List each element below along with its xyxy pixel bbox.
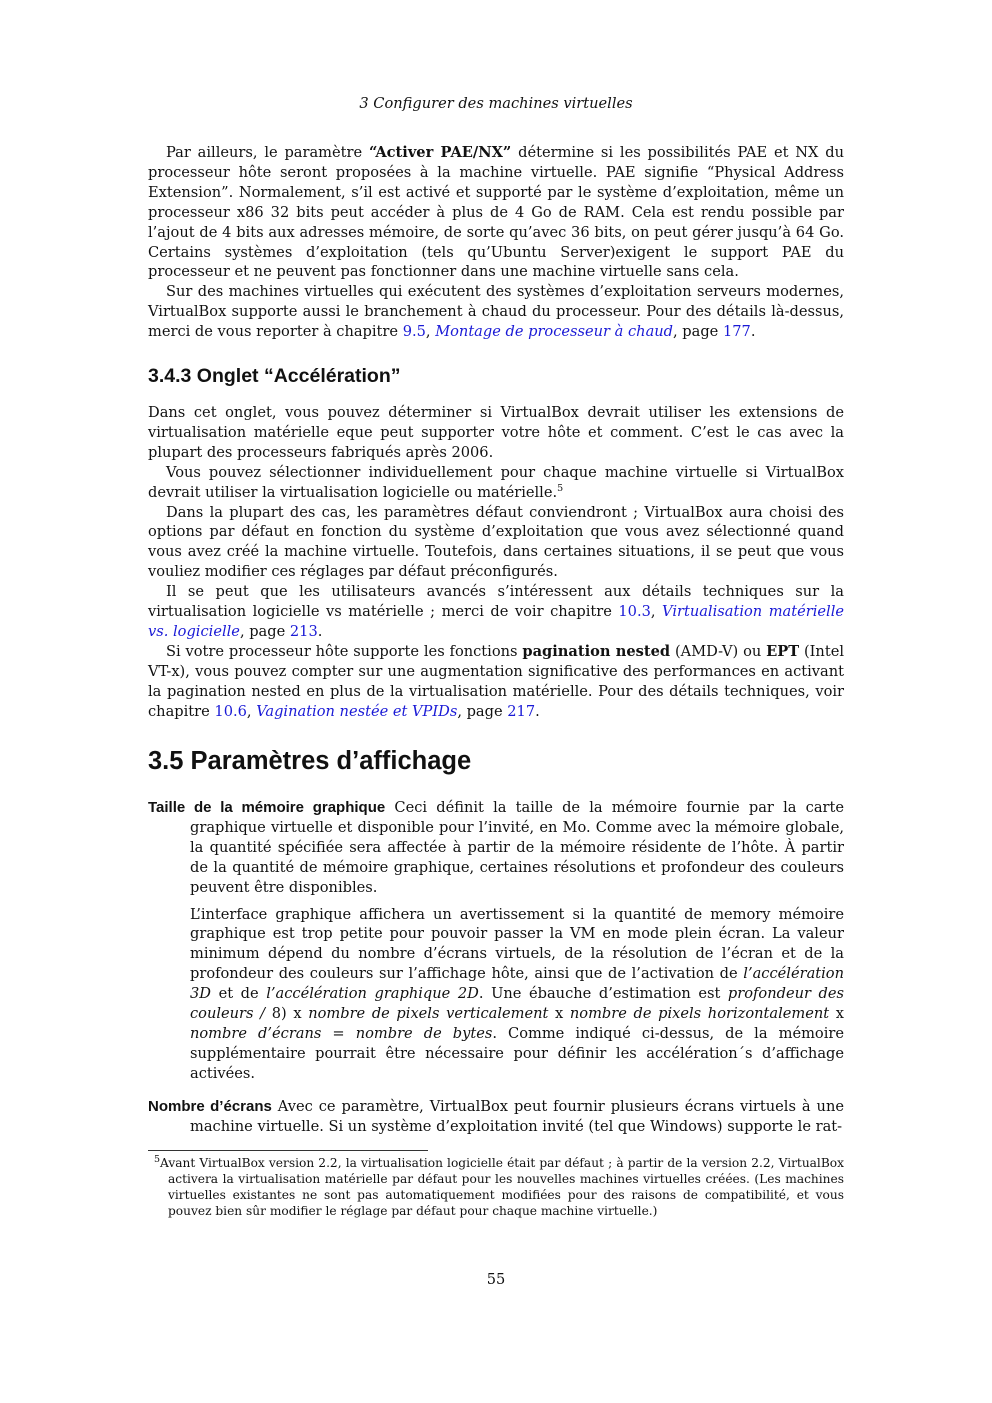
text-run: . <box>750 323 756 341</box>
text-run: Il se peut que les utilisateurs avancés s’intéressent aux détails techniques sur la virtualisation logicielle vs matérielle ; merci de voir chapitre <box>148 583 844 621</box>
term-ept: EPT <box>766 642 800 660</box>
footnote-text <box>148 1155 844 1219</box>
text-run: Avant VirtualBox version 2.2, la virtualisation logicielle était par défaut ; à partir de la version 2.2, VirtualBox activera la virtualisation matérielle par défaut pour les nouvelles machines virtuelles créées. (Les machines virtuelles existantes ne sont pas automatiquement modifiées pour des raisons de compatibilité, et vous pouvez bien sûr modifier le réglage par défaut pour chaque machine virtuelle.) <box>160 1156 844 1218</box>
paragraph-hotplug <box>148 282 844 342</box>
paragraph-pae <box>148 143 844 342</box>
text-run: , page <box>673 323 723 341</box>
xref-page-177[interactable]: 177 <box>722 323 751 341</box>
paragraph-acceleration-intro: Dans cet onglet, vous pouvez déterminer si VirtualBox devrait utiliser les extensions de virtualisation matérielle eque peut supporter votre hôte et comment. C’est le cas avec la plupart des processeurs fabriqués après 2006. <box>148 404 844 461</box>
italic-run: l’accélération graphique 2D <box>266 985 479 1003</box>
paragraph-software-hardware <box>148 463 844 503</box>
definition-monitor-count <box>148 1097 844 1137</box>
xref-title-10-6[interactable]: Vagination nestée et VPIDs <box>256 702 458 720</box>
term-nested-paging: pagination nested <box>522 642 671 660</box>
text-run: (AMD-V) ou <box>670 642 767 660</box>
text-run: détermine si les possibilités PAE et NX du processeur hôte seront proposées à la machine virtuelle. PAE signifie “Physical Address Extension”. Normalement, s’il est activé et supporté par le système d’exploitation, même un processeur x86 32 bits peut accéder à plus de 4 Go de RAM. Cela est rendu possible par l’ajout de 4 bits aux adresses mémoire, de sorte qu’avec 36 bits, on peut gérer jusqu’à 64 Go. Certains systèmes d’exploitation (tels qu’Ubuntu Server)exigent le support PAE du processeur et ne peuvent pas fonctionner dans une machine virtuelle sans cela. <box>148 144 844 281</box>
italic-run: nombre de pixels horizontalement <box>569 1005 830 1023</box>
footnote-rule <box>148 1150 428 1151</box>
text-run: . <box>317 622 323 640</box>
definition-video-memory <box>148 798 844 898</box>
section-heading-3-5: 3.5 Paramètres d’affichage <box>148 747 472 775</box>
text-run: x <box>548 1005 570 1023</box>
text-run: . Comme indiqué ci-dessus, de la mémoire supplémentaire pourrait être nécessaire pour définir les accélération´s d’affichage activées. <box>190 1024 844 1082</box>
setting-name-pae: “Activer PAE/NX” <box>368 144 512 161</box>
definition-term: Taille de la mémoire graphique <box>148 799 386 816</box>
definition-text: Avec ce paramètre, VirtualBox peut fournir plusieurs écrans virtuels à une machine virtuelle. Si un système d’exploitation invité (tel que Windows) supporte le rat- <box>190 1097 844 1135</box>
text-run: , <box>650 603 663 621</box>
xref-page-213[interactable]: 213 <box>289 622 318 640</box>
paragraph-defaults: Dans la plupart des cas, les paramètres défaut conviendront ; VirtualBox aura choisi des options par défaut en fonction du système d’exploitation que vous avez sélectionné quand vous avez créé la machine virtuelle. Toutefois, dans certaines situations, il se peut que vous vouliez modifier ces réglages par défaut préconfigurés. <box>148 503 844 581</box>
text-run: , <box>425 323 436 341</box>
text-run: , page <box>457 702 508 720</box>
definition-list <box>148 798 844 1137</box>
text-run: . Une ébauche d’estimation est <box>478 985 728 1003</box>
paragraph-nested-paging <box>148 642 844 722</box>
text-run: Par ailleurs, le paramètre <box>166 144 369 161</box>
xref-chapter-10-3[interactable]: 10.3 <box>618 603 651 621</box>
definition-text: Ceci définit la taille de la mémoire fournie par la carte graphique virtuelle et disponible pour l’invité, en Mo. Comme avec la mémoire globale, la quantité spécifiée sera affectée à partir de la mémoire résidente de l’hôte. À partir de la quantité de mémoire graphique, certaines résolutions et profondeur des couleurs peuvent être disponibles. <box>190 799 844 896</box>
page-number: 55 <box>486 1271 506 1288</box>
xref-title-9-5[interactable]: Montage de processeur à chaud <box>435 323 674 341</box>
italic-run: nombre de pixels verticalement <box>308 1005 549 1023</box>
text-run: Sur des machines virtuelles qui exécutent des systèmes d’exploitation serveurs modernes, VirtualBox supporte aussi le branchement à chaud du processeur. Pour des détails là-dessus, merci de vous reporter à chapitre <box>148 283 844 341</box>
paragraph-pae-text <box>148 143 844 282</box>
text-run: , <box>246 702 257 720</box>
definition-term: Nombre d’écrans <box>148 1097 272 1115</box>
text-run: Si votre processeur hôte supporte les fonctions <box>166 642 523 660</box>
section-heading-3-4-3: 3.4.3 Onglet “Accélération” <box>148 365 401 387</box>
footnote-mark[interactable]: 5 <box>557 482 564 494</box>
text-run: , page <box>239 622 290 640</box>
italic-run: l’accélération 3D <box>190 965 844 1003</box>
xref-chapter-10-6[interactable]: 10.6 <box>214 702 247 720</box>
footnote-number: 5 <box>154 1153 161 1165</box>
text-run: et de <box>211 985 267 1003</box>
text-run: . <box>535 702 540 720</box>
acceleration-paragraphs <box>148 403 844 722</box>
xref-chapter-9-5[interactable]: 9.5 <box>402 323 426 341</box>
italic-run: nombre d’écrans = nombre de bytes <box>190 1024 493 1042</box>
xref-title-10-3[interactable]: Virtualisation matérielle vs. logicielle <box>148 603 844 640</box>
running-head: 3 Configurer des machines virtuelles <box>359 95 633 112</box>
definition-video-memory-continued <box>148 905 844 1084</box>
text-run: x <box>829 1005 844 1023</box>
paragraph-advanced-users <box>148 582 844 642</box>
text-run: L’interface graphique affichera un avertissement si la quantité de memory mémoire graphique est trop petite pour pouvoir passer la VM en mode plein écran. La valeur minimum dépend du nombre d’écrans virtuels, de la résolution de l’écran et de la profondeur des couleurs sur l’affichage hôte, ainsi que de l’activation de <box>190 905 844 983</box>
text-run: Vous pouvez sélectionner individuellement pour chaque machine virtuelle si VirtualBox devrait utiliser la virtualisation logicielle ou matérielle. <box>148 463 844 501</box>
footnote <box>148 1155 844 1219</box>
text-run: 8) x <box>265 1005 309 1023</box>
text-run: (Intel VT-x), vous pouvez compter sur une augmentation significative des performances en activant la pagination nested en plus de la virtualisation matérielle. Pour des détails techniques, voir chapitre <box>148 642 844 720</box>
italic-run: profondeur des couleurs / <box>190 985 844 1023</box>
xref-page-217[interactable]: 217 <box>507 702 536 720</box>
